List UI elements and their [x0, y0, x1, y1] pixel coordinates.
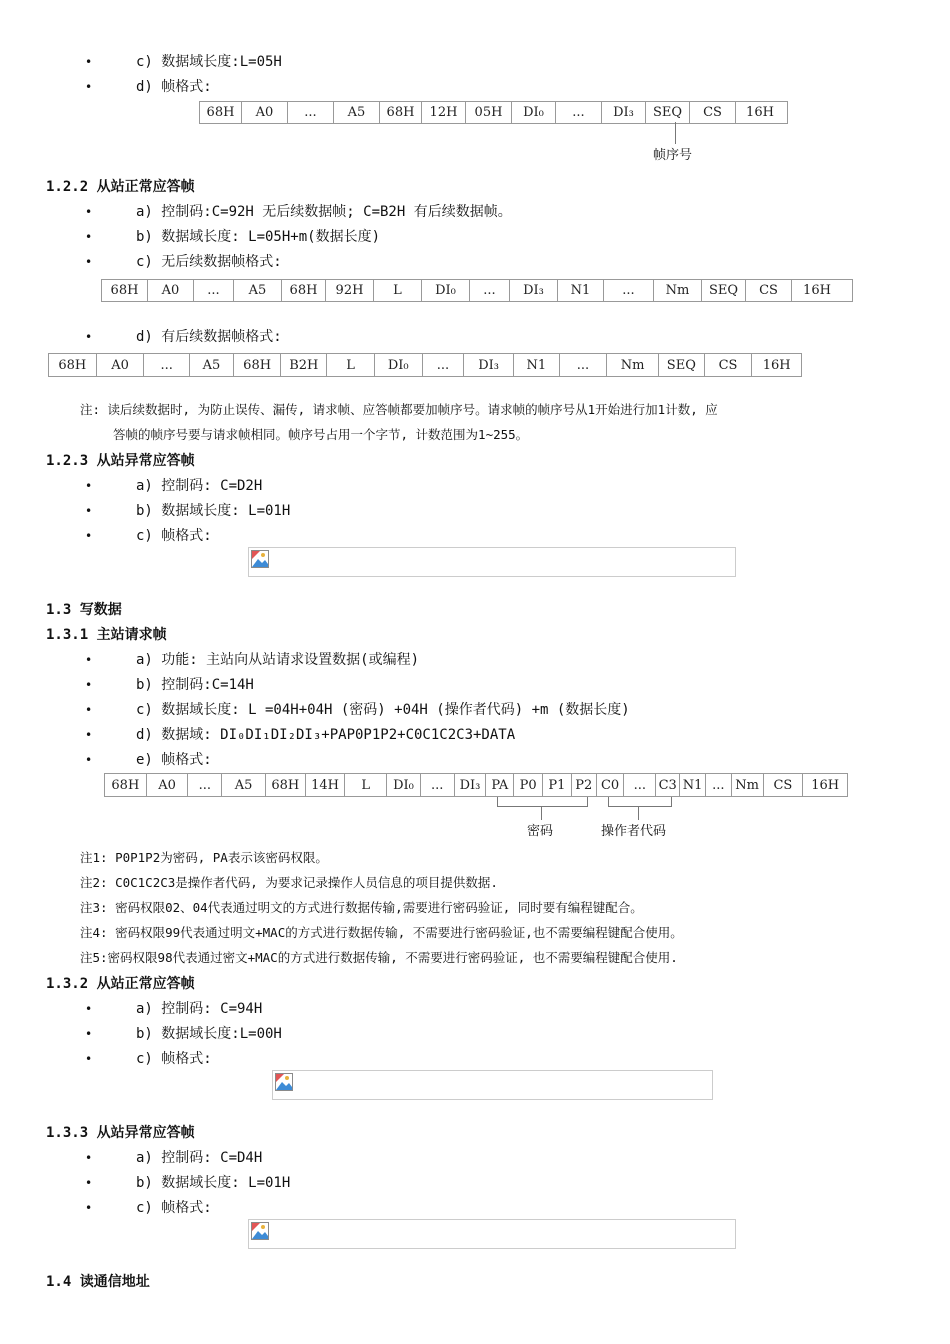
frame-cell: P1 — [543, 774, 572, 796]
item-data-length: b) 数据域长度: L=01H — [136, 1175, 291, 1191]
frame-cell: DI₀ — [387, 774, 421, 796]
frame-cell: DI₃ — [602, 102, 646, 123]
frame-cell: 05H — [466, 102, 512, 123]
bullet: • — [85, 205, 93, 219]
note-text: 注4: 密码权限99代表通过明文+MAC的方式进行数据传输, 不需要进行密码验证,也不需要编程键配合使用。 — [80, 925, 683, 940]
frame-cell: DI₀ — [422, 280, 470, 301]
frame-cell: A5 — [334, 102, 380, 123]
section-heading-1-4: 1.4 读通信地址 — [46, 1274, 150, 1290]
frame-cell: P0 — [514, 774, 543, 796]
frame-cell: DI₃ — [455, 774, 487, 796]
missing-image-placeholder — [248, 547, 736, 577]
item-data-field: d) 数据域: DI₀DI₁DI₂DI₃+PAP0P1P2+C0C1C2C3+DATA — [136, 727, 516, 743]
item-data-length: b) 数据域长度:L=00H — [136, 1026, 282, 1042]
frame-cell: A5 — [222, 774, 266, 796]
frame-cell: Nm — [654, 280, 702, 301]
section-heading-1-3-3: 1.3.3 从站异常应答帧 — [46, 1125, 195, 1141]
item-control-code: a) 控制码: C=D4H — [136, 1150, 263, 1166]
frame-cell: Nm — [732, 774, 764, 796]
item-frame-format: c) 帧格式: — [136, 528, 212, 544]
frame-cell: N1 — [680, 774, 706, 796]
seq-pointer-line — [675, 122, 676, 144]
frame-cell: CS — [746, 280, 792, 301]
bullet: • — [85, 1176, 93, 1190]
item-control-code: a) 控制码: C=94H — [136, 1001, 263, 1017]
frame-cell: 68H — [380, 102, 422, 123]
note-text: 注5:密码权限98代表通过密文+MAC的方式进行数据传输, 不需要进行密码验证, 也不需要编程键配合使用. — [80, 950, 678, 965]
frame-cell: 16H — [762, 357, 791, 373]
frame-cell: 68H — [200, 102, 242, 123]
frame-cell: 68H — [105, 774, 147, 796]
frame-cell: B2H — [281, 354, 327, 376]
bullet: • — [85, 1151, 93, 1165]
frame-cell: 68H — [282, 280, 326, 301]
frame-cell: ... — [604, 280, 654, 301]
item-data-length: b) 数据域长度: L=01H — [136, 503, 291, 519]
frame-cell: A0 — [97, 354, 145, 376]
frame-cell: DI₀ — [512, 102, 556, 123]
frame-cell: ... — [556, 102, 602, 123]
frame-cell: DI₃ — [464, 354, 514, 376]
item-data-length: b) 数据域长度: L=05H+m(数据长度) — [136, 229, 381, 245]
bullet: • — [85, 653, 93, 667]
frame-cell: A5 — [190, 354, 234, 376]
frame-cell: 68H — [102, 280, 148, 301]
frame-cell: CS — [764, 774, 804, 796]
item-frame-format: c) 帧格式: — [136, 1200, 212, 1216]
frame-cell: L — [327, 354, 375, 376]
item-control-code: a) 控制码:C=92H 无后续数据帧; C=B2H 有后续数据帧。 — [136, 204, 512, 220]
frame-cell: CS — [690, 102, 736, 123]
missing-image-placeholder — [248, 1219, 736, 1249]
bullet: • — [85, 80, 93, 94]
bullet: • — [85, 753, 93, 767]
frame-cell: ... — [560, 354, 608, 376]
bullet: • — [85, 529, 93, 543]
frame-cell: L — [374, 280, 422, 301]
frame-cell: C0 — [597, 774, 625, 796]
frame-cell: 16H — [811, 777, 840, 793]
item-frame-format: d) 有后续数据帧格式: — [136, 329, 282, 345]
broken-image-icon — [251, 1222, 269, 1240]
frame-cell: ... — [706, 774, 732, 796]
bullet: • — [85, 1027, 93, 1041]
frame-cell: A0 — [148, 280, 194, 301]
bullet: • — [85, 55, 93, 69]
section-heading-1-3: 1.3 写数据 — [46, 602, 122, 618]
missing-image-placeholder — [272, 1070, 713, 1100]
frame-format-table — [199, 101, 788, 124]
frame-cell: 12H — [422, 102, 466, 123]
frame-cell: A0 — [242, 102, 288, 123]
section-heading-1-2-2: 1.2.2 从站正常应答帧 — [46, 179, 195, 195]
frame-cell: 16H — [803, 283, 831, 298]
frame-cell: ... — [144, 354, 190, 376]
frame-cell: P2 — [572, 774, 597, 796]
password-bracket — [497, 797, 588, 807]
frame-cell: N1 — [514, 354, 560, 376]
frame-cell: ... — [423, 354, 465, 376]
frame-cell: 16H — [746, 105, 774, 120]
operator-code-bracket — [608, 797, 672, 807]
item-data-length: c) 数据域长度:L=05H — [136, 54, 282, 70]
frame-cell: 68H — [234, 354, 282, 376]
bullet: • — [85, 255, 93, 269]
frame-cell: 68H — [49, 354, 97, 376]
frame-format-table — [48, 353, 802, 377]
operator-code-pointer-line — [638, 806, 639, 820]
frame-cell: C3 — [656, 774, 680, 796]
frame-format-table — [104, 773, 848, 797]
bullet: • — [85, 230, 93, 244]
frame-cell: ... — [470, 280, 510, 301]
bullet: • — [85, 1052, 93, 1066]
item-frame-format: c) 无后续数据帧格式: — [136, 254, 282, 270]
item-control-code: a) 控制码: C=D2H — [136, 478, 263, 494]
frame-cell: DI₀ — [375, 354, 423, 376]
frame-cell: SEQ — [646, 102, 690, 123]
frame-cell: ... — [421, 774, 455, 796]
item-data-length: c) 数据域长度: L =04H+04H (密码) +04H (操作者代码) +m (数据长度) — [136, 702, 630, 718]
broken-image-icon — [251, 550, 269, 568]
frame-format-table — [101, 279, 853, 302]
item-function: a) 功能: 主站向从站请求设置数据(或编程) — [136, 652, 419, 668]
operator-code-label: 操作者代码 — [601, 824, 667, 839]
frame-cell: 14H — [306, 774, 346, 796]
frame-cell: ... — [624, 774, 656, 796]
frame-cell: A0 — [147, 774, 189, 796]
frame-cell: L — [345, 774, 387, 796]
frame-cell: SEQ — [659, 354, 705, 376]
item-frame-format: d) 帧格式: — [136, 79, 212, 95]
frame-cell: 92H — [326, 280, 374, 301]
section-heading-1-2-3: 1.2.3 从站异常应答帧 — [46, 453, 195, 469]
broken-image-icon — [275, 1073, 293, 1091]
frame-cell: ... — [188, 774, 222, 796]
bullet: • — [85, 728, 93, 742]
frame-cell: N1 — [558, 280, 604, 301]
section-heading-1-3-1: 1.3.1 主站请求帧 — [46, 627, 167, 643]
frame-cell: 68H — [266, 774, 306, 796]
bullet: • — [85, 504, 93, 518]
bullet: • — [85, 330, 93, 344]
frame-cell: PA — [486, 774, 514, 796]
frame-cell: ... — [194, 280, 234, 301]
bullet: • — [85, 678, 93, 692]
bullet: • — [85, 1201, 93, 1215]
frame-cell: Nm — [607, 354, 659, 376]
note-text: 注: 读后续数据时, 为防止误传、漏传, 请求帧、应答帧都要加帧序号。请求帧的帧序号从1开始进行加1计数, 应 — [80, 402, 718, 417]
seq-label: 帧序号 — [653, 148, 693, 163]
section-heading-1-3-2: 1.3.2 从站正常应答帧 — [46, 976, 195, 992]
item-frame-format: e) 帧格式: — [136, 752, 212, 768]
bullet: • — [85, 703, 93, 717]
password-pointer-line — [541, 806, 542, 820]
frame-cell: SEQ — [702, 280, 746, 301]
frame-cell: DI₃ — [510, 280, 558, 301]
frame-cell: ... — [288, 102, 334, 123]
note-text: 答帧的帧序号要与请求帧相同。帧序号占用一个字节, 计数范围为1~255。 — [113, 427, 529, 442]
frame-cell: A5 — [234, 280, 282, 301]
item-control-code: b) 控制码:C=14H — [136, 677, 254, 693]
bullet: • — [85, 479, 93, 493]
password-label: 密码 — [527, 824, 554, 839]
bullet: • — [85, 1002, 93, 1016]
item-frame-format: c) 帧格式: — [136, 1051, 212, 1067]
note-text: 注1: P0P1P2为密码, PA表示该密码权限。 — [80, 850, 328, 865]
frame-cell: CS — [705, 354, 753, 376]
note-text: 注2: C0C1C2C3是操作者代码, 为要求记录操作人员信息的项目提供数据. — [80, 875, 498, 890]
note-text: 注3: 密码权限02、04代表通过明文的方式进行数据传输,需要进行密码验证, 同时要有编程键配合。 — [80, 900, 643, 915]
